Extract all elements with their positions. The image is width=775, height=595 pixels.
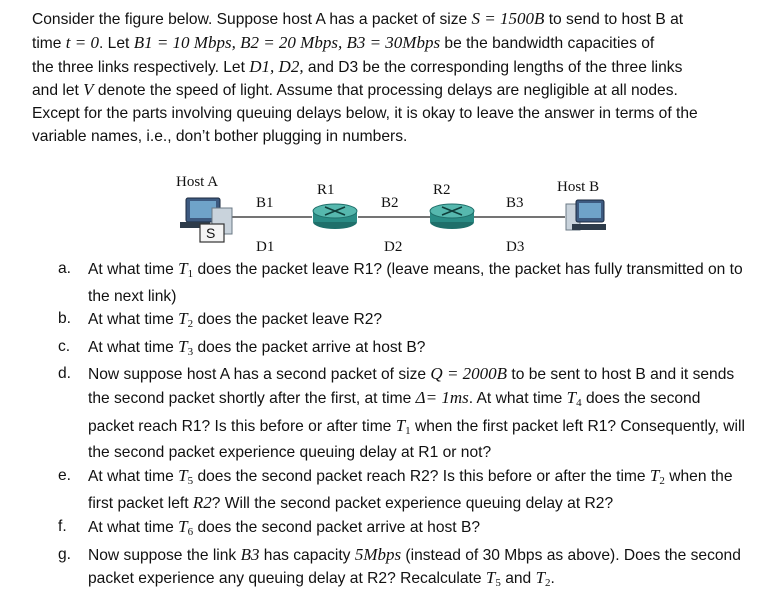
router-r1-icon bbox=[313, 204, 357, 229]
question-c bbox=[58, 336, 750, 364]
math-var: $T_5$ bbox=[485, 568, 501, 590]
question-label: b. bbox=[58, 310, 72, 328]
length-d2-label: D2 bbox=[384, 239, 403, 255]
question-label: d. bbox=[58, 365, 72, 383]
question-f bbox=[58, 516, 750, 544]
question-b bbox=[58, 308, 750, 336]
question-label: e. bbox=[58, 466, 72, 484]
intro-line-4 bbox=[32, 79, 750, 103]
question-text: has capacity bbox=[259, 546, 355, 564]
math-lengths: D1, D2, bbox=[249, 56, 304, 76]
math-var: $T_1$ bbox=[178, 259, 194, 280]
network-figure bbox=[0, 160, 775, 260]
math-speed-of-light: V bbox=[83, 80, 94, 100]
math-packet-size: S = 1500B bbox=[471, 9, 545, 28]
math-var: $T_3$ bbox=[178, 336, 194, 358]
bandwidth-b1-label: B1 bbox=[256, 195, 274, 211]
question-text: to be sent to host B and it sends the second packet shortly after the first, at time bbox=[88, 366, 735, 407]
question-text: At what time bbox=[88, 467, 179, 485]
math-var: $T_2$ bbox=[178, 309, 194, 331]
question-g bbox=[58, 544, 750, 595]
host-b-label: Host B bbox=[557, 179, 600, 195]
question-text: does the packet arrive at host B? bbox=[193, 338, 426, 356]
question-label: a. bbox=[58, 260, 72, 277]
intro-text: Consider the figure below. Suppose host A has a packet of size bbox=[32, 11, 472, 28]
packet-s-label: S bbox=[206, 225, 216, 241]
question-e bbox=[58, 465, 750, 516]
math-expr: 5Mbps bbox=[354, 544, 402, 564]
math-var: $T_6$ bbox=[178, 516, 194, 538]
question-text: when the first packet left bbox=[88, 467, 733, 513]
math-expr: B3 bbox=[240, 544, 260, 564]
question-label: g. bbox=[58, 545, 72, 563]
math-expr: Q = 2000B bbox=[430, 364, 508, 384]
math-var: $T_1$ bbox=[395, 415, 411, 437]
question-text: does the second packet reach R2? Is this before or after the time bbox=[193, 467, 650, 485]
math-var: $T_4$ bbox=[566, 387, 582, 409]
intro-text: and D3 be the corresponding lengths of the three links bbox=[303, 58, 683, 76]
question-text: At what time bbox=[88, 518, 179, 536]
intro-line-2 bbox=[32, 32, 750, 56]
question-label: f. bbox=[58, 517, 67, 535]
router-r2-label: R2 bbox=[433, 182, 451, 198]
intro-text: denote the speed of light. Assume that processing delays are negligible at all nodes. bbox=[93, 82, 678, 100]
intro-text: and let bbox=[32, 82, 84, 100]
question-label: c. bbox=[58, 337, 71, 355]
question-text: At what time bbox=[88, 261, 179, 278]
math-expr: R2 bbox=[192, 493, 212, 513]
host-a-label: Host A bbox=[176, 174, 219, 190]
length-d3-label: D3 bbox=[506, 239, 525, 255]
intro-text: time bbox=[32, 34, 66, 52]
question-text: does the packet leave R2? bbox=[193, 311, 383, 329]
question-text: when the first packet left R1? Consequently, will the second packet experience queuing delay at R1 or not? bbox=[88, 417, 745, 462]
intro-text: to send to host B at bbox=[544, 11, 684, 28]
math-var: $T_5$ bbox=[178, 465, 194, 487]
question-text: does the packet leave R1? (leave means, the packet has fully transmitted on to the next link) bbox=[88, 261, 743, 305]
intro-text: the three links respectively. Let bbox=[32, 58, 250, 76]
question-text: does the second packet arrive at host B? bbox=[193, 518, 481, 536]
question-a bbox=[58, 258, 750, 308]
question-text: does the second packet reach R1? Is this before or after time bbox=[88, 389, 701, 435]
bandwidth-b2-label: B2 bbox=[381, 195, 399, 211]
question-text: and bbox=[500, 570, 536, 588]
question-text: Now suppose the link bbox=[88, 546, 241, 564]
length-d1-label: D1 bbox=[256, 239, 275, 255]
math-expr: Δ= 1ms bbox=[415, 387, 469, 407]
question-d bbox=[58, 363, 750, 464]
question-text: (instead of 30 Mbps as above). Does the second packet experience any queuing delay at R2? Recalculate bbox=[88, 546, 741, 588]
question-text: ? Will the second packet experience queuing delay at R2? bbox=[211, 495, 614, 513]
intro-line-6: variable names, i.e., don’t bother plugging in numbers. bbox=[32, 127, 408, 145]
intro-line-1 bbox=[32, 8, 750, 32]
math-time-zero: t = 0 bbox=[65, 32, 99, 52]
math-var: $T_2$ bbox=[649, 465, 665, 487]
bandwidth-b3-label: B3 bbox=[506, 195, 524, 211]
math-bandwidths: B1 = 10 Mbps, B2 = 20 Mbps, B3 = 30Mbps bbox=[133, 32, 441, 52]
intro-text: . Let bbox=[99, 34, 134, 52]
router-r2-icon bbox=[430, 204, 474, 229]
question-text: At what time bbox=[88, 338, 179, 356]
problem-intro bbox=[32, 8, 750, 149]
router-r1-label: R1 bbox=[317, 182, 335, 198]
intro-line-3 bbox=[32, 56, 750, 80]
intro-line-5: Except for the parts involving queuing delays below, it is okay to leave the answer in terms of the bbox=[32, 105, 698, 123]
math-var: $T_2$ bbox=[535, 568, 551, 590]
question-text: Now suppose host A has a second packet of size bbox=[88, 366, 431, 384]
question-text: . At what time bbox=[468, 389, 567, 407]
intro-text: be the bandwidth capacities of bbox=[440, 34, 655, 52]
question-list bbox=[58, 258, 750, 595]
question-text: At what time bbox=[88, 311, 179, 329]
host-b-computer-icon bbox=[566, 200, 606, 230]
question-text: . bbox=[550, 570, 555, 588]
